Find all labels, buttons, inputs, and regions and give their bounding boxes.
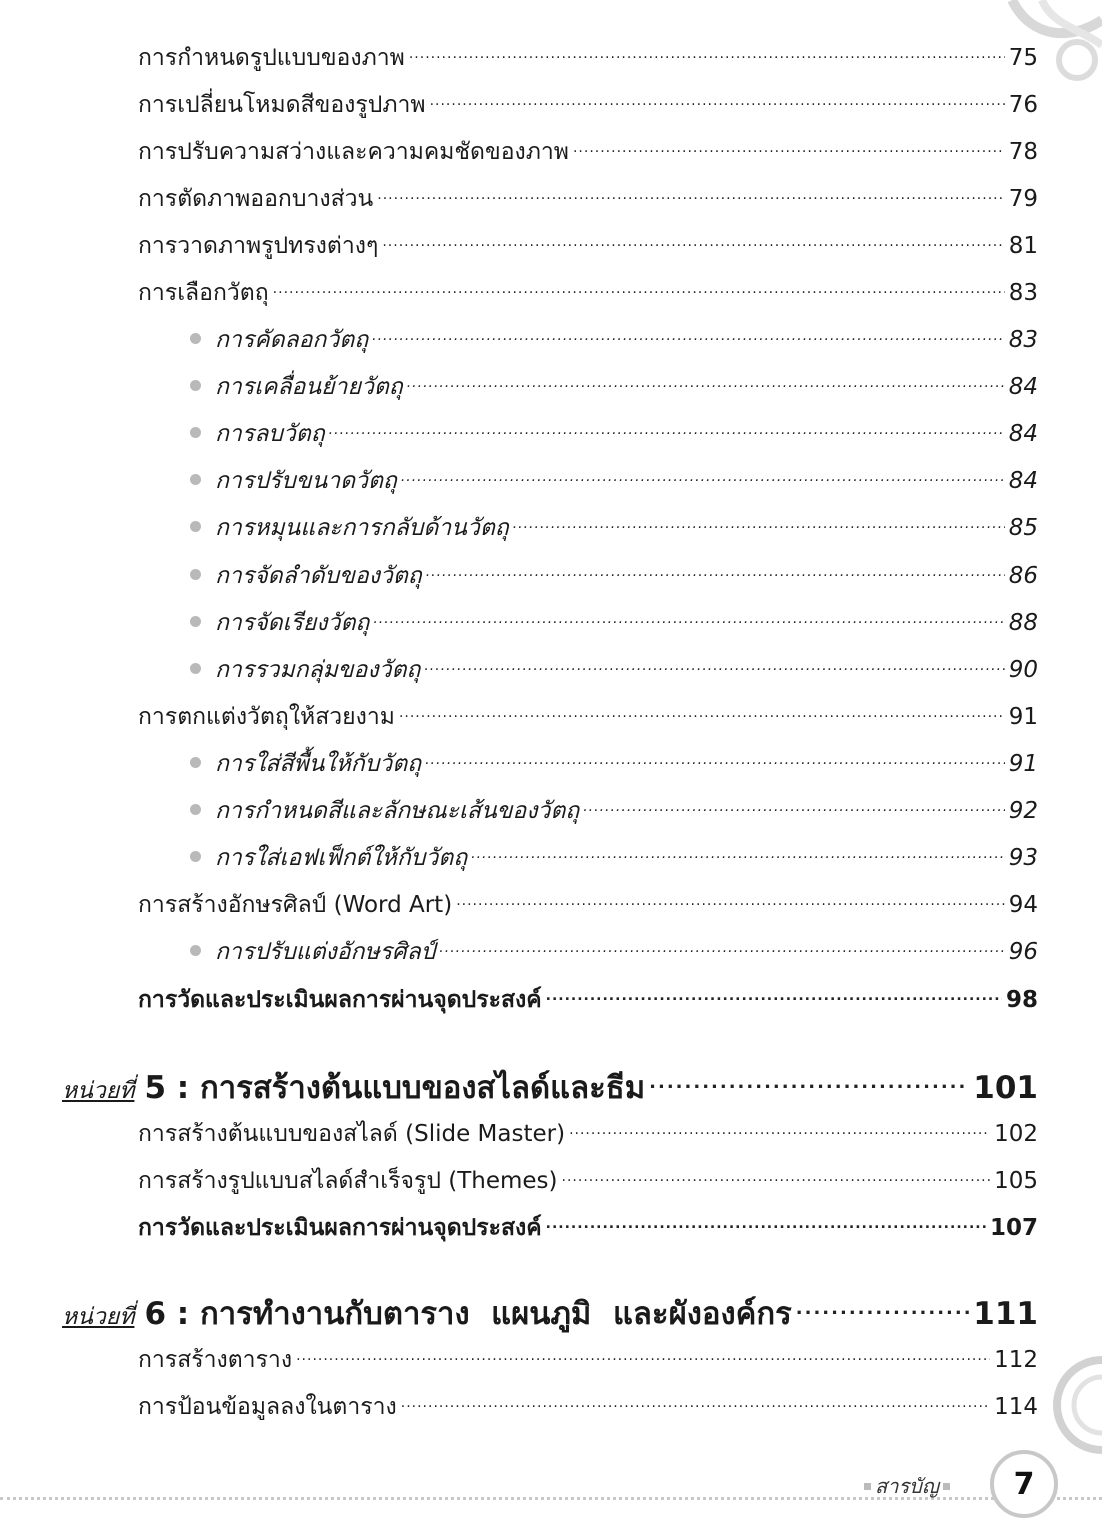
leader-dots	[456, 882, 1005, 912]
leader-dots	[372, 317, 1005, 347]
toc-entry[interactable]	[138, 129, 1038, 167]
toc-entry-title: การวัดและประเมินผลการผ่านจุดประสงค์	[138, 1215, 542, 1241]
toc-entry-title: การวัดและประเมินผลการผ่านจุดประสงค์	[138, 987, 542, 1013]
leader-dots	[273, 270, 1005, 300]
unit-6-heading[interactable]	[62, 1284, 1038, 1337]
toc-entry-page: 79	[1008, 186, 1038, 212]
toc-entry-title: การปรับแต่งอักษรศิลป์	[215, 939, 436, 965]
toc-subentry[interactable]	[190, 929, 1038, 967]
toc-subentry[interactable]	[190, 600, 1038, 638]
leader-dots	[430, 82, 1005, 112]
toc-entry-title: การสร้างตาราง	[138, 1347, 293, 1373]
toc-entry[interactable]	[138, 694, 1038, 732]
toc-entry-page: 105	[994, 1168, 1038, 1194]
toc-entry-page: 76	[1008, 92, 1038, 118]
unit-title: 5 : การสร้างต้นแบบของสไลด์และธีม	[144, 1070, 646, 1106]
bullet-icon	[190, 380, 201, 391]
toc-subentry[interactable]	[190, 458, 1038, 496]
toc-entry-title: การกำหนดสีและลักษณะเส้นของวัตถุ	[215, 798, 580, 824]
toc-entry-title: การลบวัตถุ	[215, 421, 325, 447]
bullet-icon	[190, 474, 201, 485]
toc-entry[interactable]	[138, 1158, 1038, 1196]
toc-entry-title: การปรับความสว่างและความคมชัดของภาพ	[138, 139, 569, 165]
bullet-icon	[190, 333, 201, 344]
toc-entry-page: 83	[1008, 280, 1038, 306]
toc-entry-page: 84	[1008, 374, 1038, 400]
toc-entry-title: การป้อนข้อมูลลงในตาราง	[138, 1394, 397, 1420]
toc-entry-page: 98	[1005, 987, 1038, 1013]
leader-dots	[649, 1058, 969, 1098]
unit-label: หน่วยที่	[62, 1304, 135, 1330]
leader-dots	[513, 505, 1005, 535]
toc-entry[interactable]	[138, 35, 1038, 73]
toc-entry-page: 93	[1008, 845, 1038, 871]
bullet-icon	[190, 804, 201, 815]
toc-entry-page: 75	[1008, 45, 1038, 71]
toc-entry-page: 96	[1008, 939, 1038, 965]
toc-entry-page: 78	[1008, 139, 1038, 165]
toc-entry[interactable]	[138, 1384, 1038, 1422]
toc-entry-title: การกำหนดรูปแบบของภาพ	[138, 45, 405, 71]
toc-entry-page: 102	[994, 1121, 1038, 1147]
toc-subentry[interactable]	[190, 788, 1038, 826]
toc-entry[interactable]	[138, 1111, 1038, 1149]
toc-entry-title: การสร้างต้นแบบของสไลด์ (Slide Master)	[138, 1121, 566, 1147]
page-number-badge	[990, 1450, 1058, 1518]
toc-subentry[interactable]	[190, 835, 1038, 873]
leader-dots	[439, 929, 1004, 959]
toc-entry-assessment[interactable]	[138, 977, 1038, 1015]
toc-entry-title: การสร้างรูปแบบสไลด์สำเร็จรูป (Themes)	[138, 1168, 558, 1194]
toc-entry[interactable]	[138, 270, 1038, 308]
bullet-icon	[190, 663, 201, 674]
toc-entry-title: การสร้างอักษรศิลป์ (Word Art)	[138, 892, 453, 918]
section-name: สารบัญ	[875, 1474, 939, 1498]
bullet-icon	[190, 757, 201, 768]
toc-entry[interactable]	[138, 82, 1038, 120]
toc-entry-page: 88	[1008, 610, 1038, 636]
toc-entry-page: 91	[1008, 751, 1038, 777]
toc-entry-title: การคัดลอกวัตถุ	[215, 327, 369, 353]
toc-entry-page: 85	[1008, 515, 1038, 541]
bullet-icon	[190, 521, 201, 532]
toc-entry-title: การปรับขนาดวัตถุ	[215, 468, 397, 494]
toc-entry-page: 107	[989, 1215, 1038, 1241]
bullet-icon	[190, 851, 201, 862]
toc-subentry[interactable]	[190, 647, 1038, 685]
toc-entry[interactable]	[138, 176, 1038, 214]
bullet-icon	[190, 945, 201, 956]
leader-dots	[796, 1284, 969, 1324]
leader-dots	[426, 553, 1005, 583]
leader-dots	[546, 1205, 986, 1235]
toc-entry-page: 114	[994, 1394, 1038, 1420]
bullet-icon	[190, 427, 201, 438]
leader-dots	[401, 1384, 990, 1414]
leader-dots	[401, 458, 1005, 488]
leader-dots	[546, 977, 1002, 1007]
unit-label: หน่วยที่	[62, 1078, 135, 1104]
toc-entry-page: 90	[1008, 657, 1038, 683]
toc-entry-title: การจัดลำดับของวัตถุ	[215, 563, 422, 589]
leader-dots	[425, 741, 1005, 771]
leader-dots	[569, 1111, 990, 1141]
unit-page: 101	[973, 1070, 1038, 1106]
toc-entry-page: 83	[1008, 327, 1038, 353]
toc-entry-page: 84	[1008, 468, 1038, 494]
leader-dots	[471, 835, 1005, 865]
leader-dots	[296, 1337, 990, 1367]
leader-dots	[373, 600, 1004, 630]
toc-entry-assessment[interactable]	[138, 1205, 1038, 1243]
toc-subentry[interactable]	[190, 364, 1038, 402]
toc-subentry[interactable]	[190, 317, 1038, 355]
toc-subentry[interactable]	[190, 505, 1038, 543]
leader-dots	[573, 129, 1005, 159]
toc-subentry[interactable]	[190, 553, 1038, 591]
toc-entry-title: การตัดภาพออกบางส่วน	[138, 186, 374, 212]
leader-dots	[409, 35, 1005, 65]
leader-dots	[562, 1158, 991, 1188]
leader-dots	[382, 223, 1004, 253]
leader-dots	[424, 647, 1004, 677]
toc-entry[interactable]	[138, 223, 1038, 261]
toc-entry-title: การรวมกลุ่มของวัตถุ	[215, 657, 421, 683]
footer-section-label	[860, 1470, 954, 1502]
toc-entry-page: 84	[1008, 421, 1038, 447]
toc-subentry[interactable]	[190, 411, 1038, 449]
toc-entry-title: การใส่สีพื้นให้กับวัตถุ	[215, 751, 422, 777]
leader-dots	[377, 176, 1004, 206]
unit-5-heading[interactable]	[62, 1058, 1038, 1111]
toc-entry[interactable]	[138, 1337, 1038, 1375]
toc-entry-title: การตกแต่งวัตถุให้สวยงาม	[138, 704, 395, 730]
leader-dots	[329, 411, 1005, 441]
toc-entry-page: 91	[1008, 704, 1038, 730]
toc-entry-title: การเปลี่ยนโหมดสีของรูปภาพ	[138, 92, 426, 118]
toc-entry-title: การจัดเรียงวัตถุ	[215, 610, 370, 636]
page-number: 7	[1013, 1466, 1035, 1502]
toc-entry-title: การเคลื่อนย้ายวัตถุ	[215, 374, 403, 400]
unit-page: 111	[973, 1296, 1038, 1332]
toc-entry-page: 92	[1008, 798, 1038, 824]
unit-title: 6 : การทำงานกับตาราง แผนภูมิ และผังองค์กร	[144, 1296, 792, 1332]
leader-dots	[583, 788, 1005, 818]
bullet-icon	[190, 569, 201, 580]
square-icon	[943, 1483, 950, 1490]
square-icon	[864, 1483, 871, 1490]
toc-subentry[interactable]	[190, 741, 1038, 779]
leader-dots	[399, 694, 1005, 724]
leader-dots	[407, 364, 1005, 394]
toc-entry-title: การใส่เอฟเฟ็กต์ให้กับวัตถุ	[215, 845, 468, 871]
toc-entry[interactable]	[138, 882, 1038, 920]
toc-entry-title: การวาดภาพรูปทรงต่างๆ	[138, 233, 379, 259]
toc-entry-page: 81	[1008, 233, 1038, 259]
bullet-icon	[190, 616, 201, 627]
toc-entry-page: 112	[994, 1347, 1038, 1373]
toc-entry-page: 86	[1008, 563, 1038, 589]
toc-entry-title: การเลือกวัตถุ	[138, 280, 269, 306]
toc-entry-title: การหมุนและการกลับด้านวัตถุ	[215, 515, 509, 541]
toc-entry-page: 94	[1008, 892, 1038, 918]
